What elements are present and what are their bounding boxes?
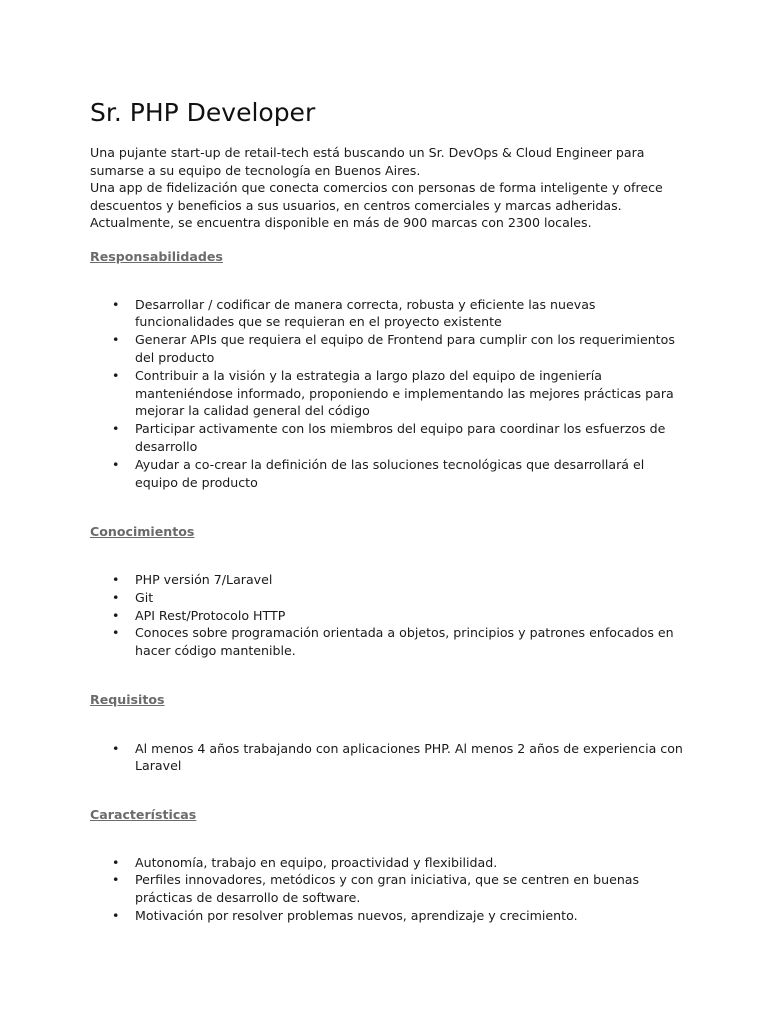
list-item: • Motivación por resolver problemas nuevos, aprendizaje y crecimiento. — [90, 907, 690, 925]
section-heading-requisitos: Requisitos — [90, 691, 165, 707]
list-item: • Perfiles innovadores, metódicos y con gran iniciativa, que se centren en buenas prácticas de desarrollo de software. — [90, 871, 690, 907]
list-item: • Ayudar a co-crear la definición de las soluciones tecnológicas que desarrollará el equipo de producto — [90, 456, 690, 492]
list-item: • Autonomía, trabajo en equipo, proactividad y flexibilidad. — [90, 854, 690, 872]
responsabilidades-list — [90, 296, 690, 492]
list-item: • Git — [90, 589, 690, 607]
list-item: • Generar APIs que requiera el equipo de Frontend para cumplir con los requerimientos del producto — [90, 331, 690, 367]
document-page — [90, 96, 690, 925]
list-item: • Desarrollar / codificar de manera correcta, robusta y eficiente las nuevas funcionalidades que se requieran en el proyecto existente — [90, 296, 690, 332]
list-item: • Conoces sobre programación orientada a objetos, principios y patrones enfocados en hacer código mantenible. — [90, 624, 690, 660]
page-title: Sr. PHP Developer — [90, 98, 316, 127]
list-item: • Participar activamente con los miembros del equipo para coordinar los esfuerzos de desarrollo — [90, 420, 690, 456]
list-item: • PHP versión 7/Laravel — [90, 571, 690, 589]
list-item: • Contribuir a la visión y la estrategia a largo plazo del equipo de ingeniería manteniéndose informado, proponiendo e implementando las mejores prácticas para mejorar la calidad general del código — [90, 367, 690, 420]
intro-paragraph: Una pujante start-up de retail-tech está buscando un Sr. DevOps & Cloud Engineer para sumarse a su equipo de tecnología en Buenos Aires. — [90, 145, 645, 178]
section-heading-caracteristicas: Características — [90, 807, 197, 823]
section-heading-conocimientos: Conocimientos — [90, 524, 195, 540]
requisitos-list — [90, 740, 690, 776]
list-item: • API Rest/Protocolo HTTP — [90, 607, 690, 625]
caracteristicas-list — [90, 854, 690, 925]
section-heading-responsabilidades: Responsabilidades — [90, 248, 223, 264]
list-item: • Al menos 4 años trabajando con aplicaciones PHP. Al menos 2 años de experiencia con Laravel — [90, 740, 690, 776]
intro-paragraph: Una app de fidelización que conecta comercios con personas de forma inteligente y ofrece descuentos y beneficios a sus usuarios, en centros comerciales y marcas adheridas. Actualmente, se encuentra disponible en más de 900 marcas con 2300 locales. — [90, 180, 663, 231]
conocimientos-list — [90, 571, 690, 660]
intro — [90, 144, 690, 232]
